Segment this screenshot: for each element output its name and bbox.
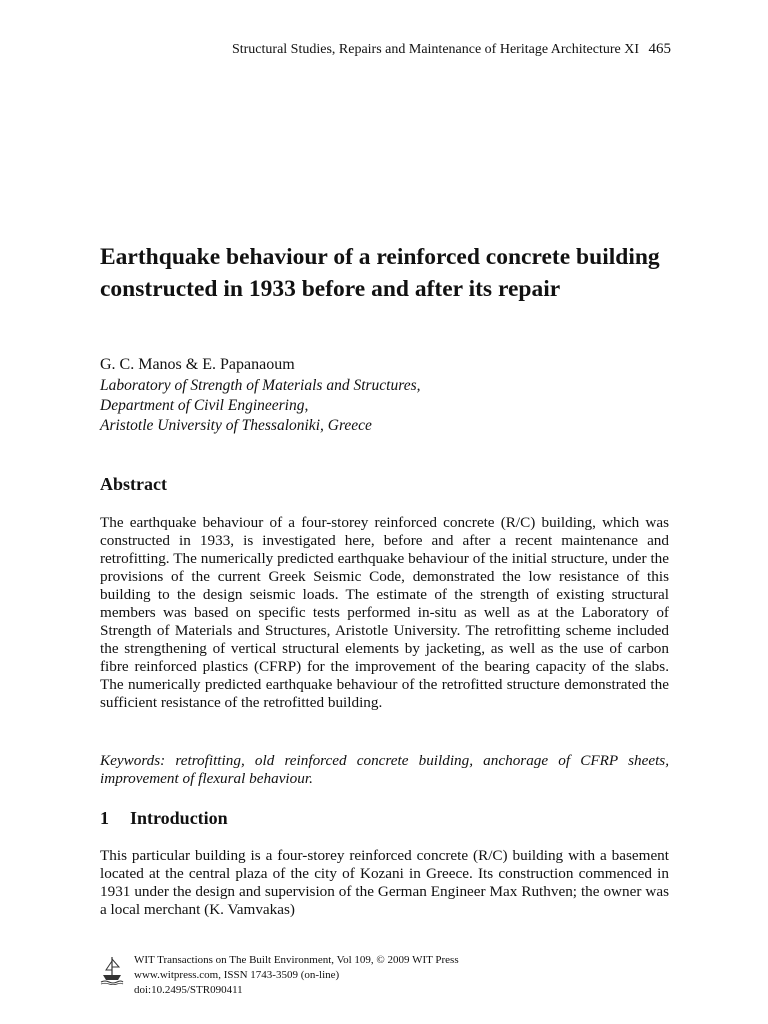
running-header <box>232 41 671 58</box>
affiliation-line: Aristotle University of Thessaloniki, Greece <box>100 417 372 434</box>
wit-press-ship-logo-icon <box>100 953 124 985</box>
section-number: 1 <box>100 808 109 828</box>
introduction-text: This particular building is a four-storey reinforced concrete (R/C) building with a basement located at the central plaza of the city of Kozani in Greece. Its construction commenced in 1931 under the design and supervision of the German Engineer Max Ruthven; the owner was a local merchant (K. Vamvakas) <box>100 847 669 918</box>
footer-line-doi: doi:10.2495/STR090411 <box>134 984 243 996</box>
keywords <box>100 752 669 788</box>
affiliation-line: Laboratory of Strength of Materials and Structures, <box>100 377 421 394</box>
affiliation <box>100 376 420 436</box>
footer-line-website: www.witpress.com, ISSN 1743-3509 (on-line) <box>134 969 340 981</box>
section-title: Introduction <box>130 808 228 828</box>
keywords-label: Keywords: <box>100 752 166 769</box>
page-number: 465 <box>648 41 671 57</box>
abstract-heading: Abstract <box>100 474 167 494</box>
footer-text <box>134 953 459 998</box>
paper-title: Earthquake behaviour of a reinforced concrete building constructed in 1933 before and after its repair <box>100 244 660 302</box>
author-list: G. C. Manos & E. Papanaoum <box>100 356 295 373</box>
keywords-text: retrofitting, old reinforced concrete building, anchorage of CFRP sheets, improvement of flexural behaviour. <box>100 752 669 787</box>
section-heading-introduction <box>100 808 228 829</box>
abstract-text: The earthquake behaviour of a four-storey reinforced concrete (R/C) building, which was constructed in 1933, is investigated here, before and after a recent maintenance and retrofitting. The numerically predicted earthquake behaviour of the initial structure, under the provisions of the current Greek Seismic Code, demonstrated the low resistance of this building to the design seismic loads. The estimate of the strength of existing structural members was based on specific tests performed in-situ as well as at the Laboratory of Strength of Materials and Structures, Aristotle University. The retrofitting scheme included the strengthening of vertical structural elements by jacketing, as well as the use of carbon fibre reinforced plastics (CFRP) for the improvement of the bearing capacity of the slabs. The numerically predicted earthquake behaviour of the retrofitted structure demonstrated the sufficient resistance of the retrofitted building. <box>100 514 669 711</box>
affiliation-line: Department of Civil Engineering, <box>100 397 309 414</box>
footer-line-publication: WIT Transactions on The Built Environment, Vol 109, © 2009 WIT Press <box>134 954 459 966</box>
running-title: Structural Studies, Repairs and Maintenance of Heritage Architecture XI <box>231 42 639 57</box>
